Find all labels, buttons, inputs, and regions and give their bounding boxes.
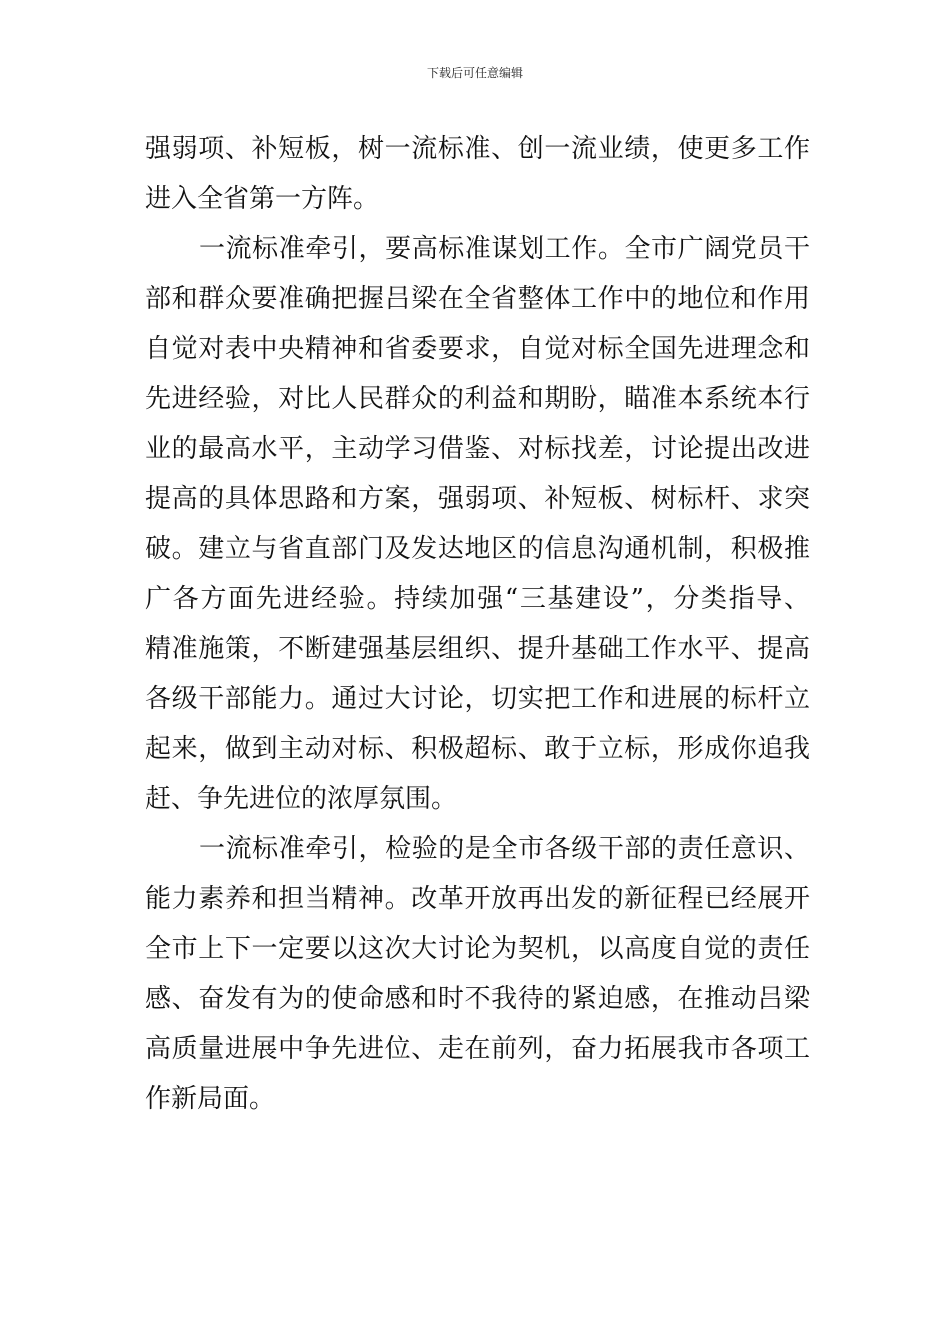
text-line: 赶、争先进位的浓厚氛围。	[145, 784, 458, 814]
text-line: 高质量进展中争先进位、走在前列，奋力拓展我市各项工	[145, 1034, 810, 1064]
text-line: 提高的具体思路和方案，强弱项、补短板、树标杆、求突	[145, 484, 810, 514]
text-line: 业的最高水平，主动学习借鉴、对标找差，讨论提出改进	[145, 434, 810, 464]
text-line: 全市上下一定要以这次大讨论为契机，以高度自觉的责任	[145, 934, 810, 964]
text-line: 能力素养和担当精神。改革开放再出发的新征程已经展开	[145, 884, 810, 914]
document-body	[145, 124, 810, 1124]
text-line: 破。建立与省直部门及发达地区的信息沟通机制，积极推	[145, 534, 810, 564]
paragraph-1	[145, 124, 810, 224]
text-line: 感、奋发有为的使命感和时不我待的紧迫感，在推动吕梁	[145, 984, 810, 1014]
text-line: 一流标准牵引，要高标准谋划工作。全市广阔党员干	[199, 234, 810, 264]
text-line: 强弱项、补短板，树一流标准、创一流业绩，使更多工作	[145, 134, 810, 164]
text-line: 作新局面。	[145, 1084, 276, 1114]
text-line: 进入全省第一方阵。	[145, 184, 380, 214]
text-line: 精准施策，不断建强基层组织、提升基础工作水平、提高	[145, 634, 810, 664]
page-header: 下载后可任意编辑	[426, 66, 523, 80]
text-line: 各级干部能力。通过大讨论，切实把工作和进展的标杆立	[145, 684, 810, 714]
text-line: 一流标准牵引，检验的是全市各级干部的责任意识、	[199, 834, 810, 864]
text-line: 起来，做到主动对标、积极超标、敢于立标，形成你追我	[145, 734, 810, 764]
text-line: 部和群众要准确把握吕梁在全省整体工作中的地位和作用	[145, 284, 810, 314]
text-line: 自觉对表中央精神和省委要求，自觉对标全国先进理念和	[145, 334, 810, 364]
paragraph-2	[145, 224, 810, 824]
text-line: 先进经验，对比人民群众的利益和期盼，瞄准本系统本行	[145, 384, 810, 414]
paragraph-3	[145, 824, 810, 1124]
text-line: 广各方面先进经验。持续加强“三基建设”，分类指导、	[145, 584, 810, 614]
